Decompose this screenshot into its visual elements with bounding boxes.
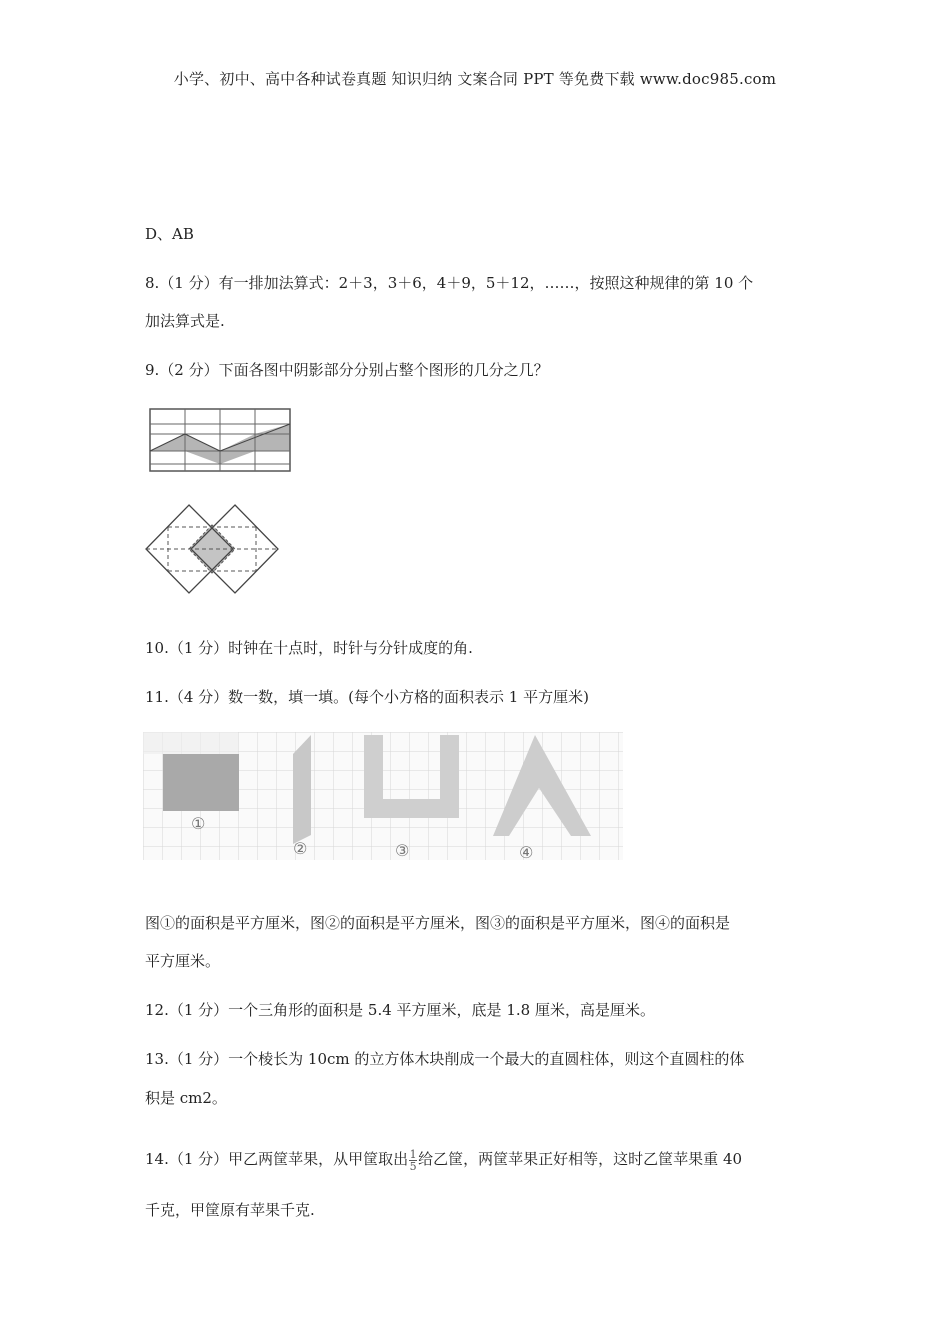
q13-line2: 积是 cm2。: [145, 1089, 227, 1107]
shape-label-4: ④: [519, 843, 534, 860]
q13-line1: 13.（1 分）一个棱长为 10cm 的立方体木块削成一个最大的直圆柱体，则这个直圆柱的体: [145, 1050, 745, 1068]
q11-figure: [143, 732, 623, 860]
q11-line1: 11.（4 分）数一数，填一填。(每个小方格的面积表示 1 平方厘米): [145, 688, 589, 706]
shape-label-2: ②: [293, 839, 308, 858]
q14-line1: [145, 1148, 742, 1172]
q14-fraction: [409, 1149, 417, 1172]
q10-line1: 10.（1 分）时钟在十点时，时针与分针成度的角.: [145, 639, 473, 657]
q9-figure-diamonds: [144, 503, 280, 595]
q14-suffix: 给乙筐，两筐苹果正好相等，这时乙筐苹果重 40: [418, 1150, 743, 1168]
q9-line1: 9.（2 分）下面各图中阴影部分分别占整个图形的几分之几？: [145, 361, 549, 379]
shape-2-parallelogram: [293, 735, 311, 844]
shape-label-3: ③: [395, 841, 410, 860]
q14-line2: 千克，甲筐原有苹果千克.: [145, 1201, 315, 1219]
option-d: D、AB: [145, 225, 194, 243]
q8-line2: 加法算式是.: [145, 312, 225, 330]
shape-1-rectangle: [163, 754, 239, 811]
shape-label-1: ①: [191, 814, 206, 833]
q12-line1: 12.（1 分）一个三角形的面积是 5.4 平方厘米，底是 1.8 厘米，高是厘米。: [145, 1001, 655, 1019]
q14-prefix: 14.（1 分）甲乙两筐苹果，从甲筐取出: [145, 1150, 409, 1168]
q14-frac-num: 1: [409, 1147, 417, 1161]
q11-answer-line2: 平方厘米。: [145, 952, 221, 970]
page-header: 小学、初中、高中各种试卷真题 知识归纳 文案合同 PPT 等免费下载 www.doc985.com: [173, 70, 777, 88]
q11-answer-line1: 图①的面积是平方厘米，图②的面积是平方厘米，图③的面积是平方厘米，图④的面积是: [145, 914, 731, 932]
q14-frac-den: 5: [409, 1159, 417, 1173]
q9-figure-grid: [145, 404, 295, 476]
q8-line1: 8.（1 分）有一排加法算式：2＋3，3＋6，4＋9，5＋12，……，按照这种规律的第 10 个: [145, 274, 754, 292]
